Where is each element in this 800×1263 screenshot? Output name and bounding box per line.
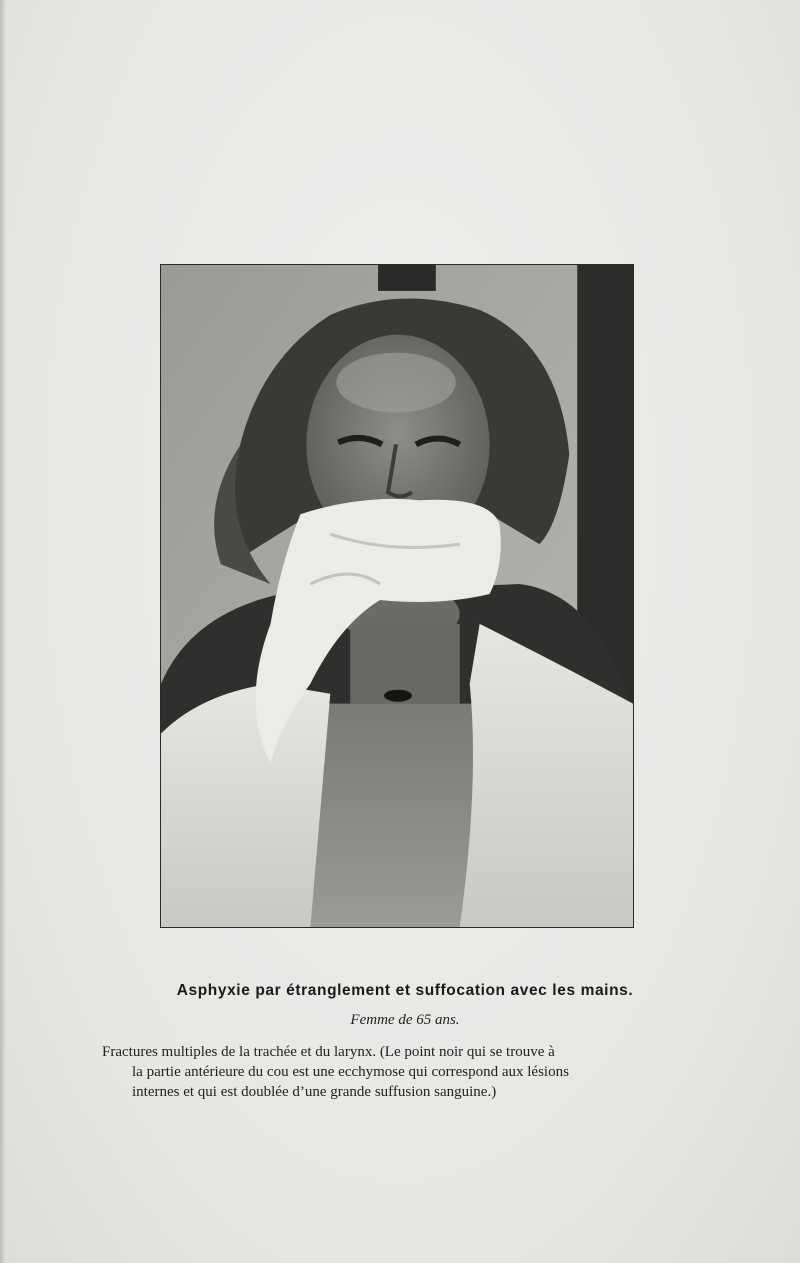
plate-photograph — [161, 265, 633, 927]
photographic-plate — [160, 264, 634, 928]
caption-line-3: internes et qui est doublée d’une grande suffusion sanguine.) — [132, 1084, 497, 1100]
caption-line-1: Fractures multiples de la trachée et du larynx. (Le point noir qui se trouve à — [102, 1044, 555, 1060]
plate-caption-body — [102, 1042, 714, 1102]
plate-caption-title: Asphyxie par étranglement et suffocation avec les mains. — [176, 982, 634, 999]
page-gutter — [0, 0, 6, 1263]
caption-line-2: la partie antérieure du cou est une ecchymose qui correspond aux lésions — [132, 1064, 569, 1080]
plate-caption-subtitle: Femme de 65 ans. — [350, 1012, 460, 1028]
